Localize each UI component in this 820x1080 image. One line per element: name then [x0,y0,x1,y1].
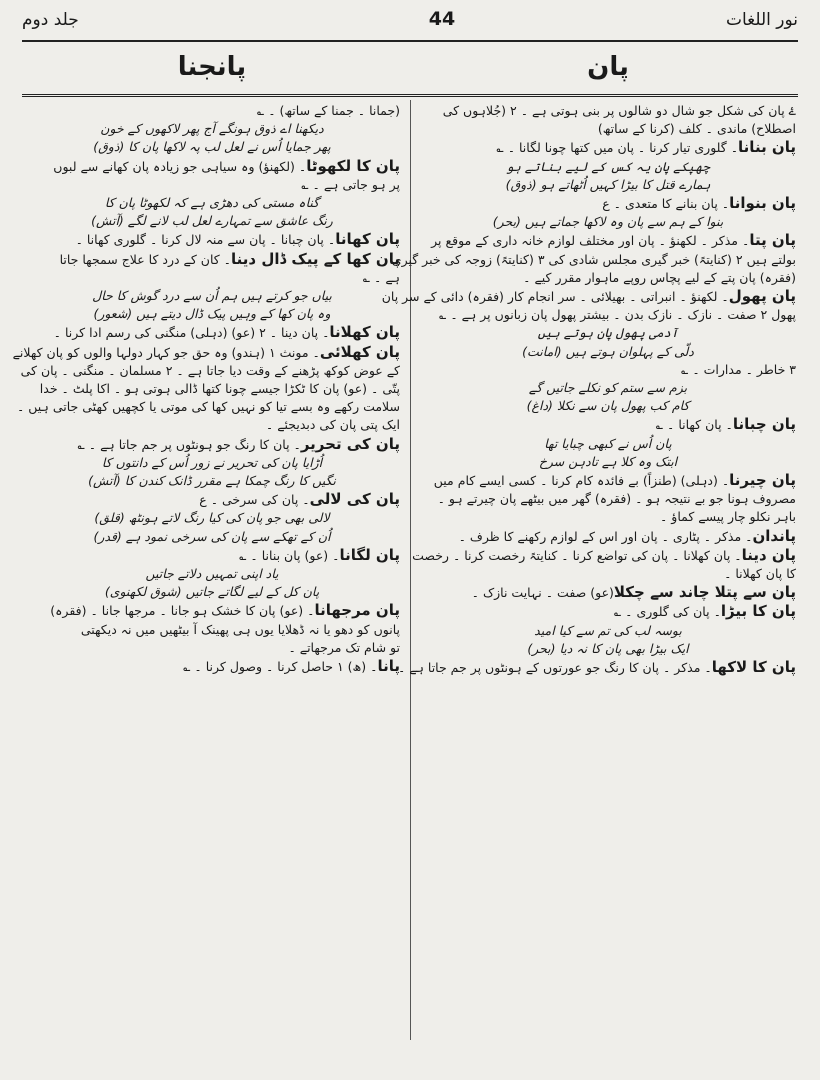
headword: پان کی تحریر [300,434,400,453]
definition-text: ۔ مذکر ۔ پٹاری ۔ پان اور اس کے لوازم رکھنے کا ظرف ۔ [458,528,753,544]
entry-line [420,138,796,157]
entry-line [24,230,400,249]
entry-line [420,194,796,213]
verse-line: چھپکے پان یہ کس کے لیے بناتے ہو [506,158,710,174]
definition-text: ۔ پان دینا ۔ ۲ (عو) (دہلی) منگنی کی رسم ادا کرنا ۔ [53,325,330,341]
headword: پان بنوانا [729,194,796,213]
continuation-line [24,639,400,657]
definition-text: بولتے ہیں ۲ (کنایتہً) خبر گیری مجلس شادی کی ۳ (کنایتہً) زوجہ کی خبر گیری [391,251,796,267]
definition-text: ۔ (عو) پان کا خشک ہو جانا ۔ مرجھا جانا ۔ (فقرہ) [50,603,315,619]
entry-line [12,342,400,362]
verse-line: نگیں کا رنگ چمکا ہے مقرر ڈانک کندن کا (آتش) [88,473,336,489]
verse-line: ابتک وہ کلا ہے تادہن سرخ [538,453,678,469]
definition-text: ۔ مذکر ۔ لکھنؤ ۔ پان اور مختلف لوازم خانہ داری کے موقع پر [431,233,750,249]
definition-text: ۔ پان چبانا ۔ پان سے منہ لال کرنا ۔ گلوری کھانا ۔ [75,232,336,248]
guide-words [22,48,798,92]
headword: پان کا لاکھا [711,658,796,677]
definition-text: اصطلاح) ماندی ۔ کلف (کرنا کے ساتھ) [597,121,796,137]
continuation-line [420,306,796,324]
definition-text: ۔ پان بنانے کا متعدی ۔ ع [602,196,730,212]
definition-text: پتّی ۔ (عو) پان کا ٹکڑا جیسے چونا کتھا ڈالی ہوتی ہو ۔ اکا پلٹ ۔ خدا [39,381,400,397]
headword: پان دینا [741,545,796,564]
verse-line: آدمی پھول پان ہوتے ہیں [537,325,679,341]
verse-line: پان اُس نے کبھی چبایا تھا [544,435,672,451]
definition-text: ۔ مذکر ۔ پان کا رنگ جو عورتوں کے ہونٹوں پر جم جاتا ہے ۔ [397,660,712,676]
headword: پان بنانا [738,138,796,157]
verse-line: بیاں جو کرتے ہیں ہم اُن سے درد گوش کا حال [92,288,332,304]
continuation-line [420,361,796,379]
headword: پان کا لکھوٹا [306,156,400,175]
entry-line [420,231,796,250]
definition-text: ۔ پان کھلانا ۔ پان کی تواضع کرنا ۔ کنایتہً رخصت کرنا ۔ رخصت [412,547,742,563]
entry-line [420,583,796,602]
continuation-line [391,251,796,269]
headword: پاندان [752,526,796,545]
definition-text: (جمانا ۔ جمنا کے ساتھ) ۔ ؎ [256,103,400,118]
verse-line: اُڑایا پان کی تحریر نے زور اُس کے دانتوں کا [101,454,323,470]
definition-text: ۔ پان کی گلوری ۔ ؎ [613,604,721,620]
definition-text: مصروف ہونا جو بے نتیجہ ہو ۔ (فقرہ) گھر میں بیٹھے پان چیرتے ہو ۔ [437,491,796,507]
verse-line: لالی بھی جو پان کی کیا رنگ لاتے ہونٹھ (قلق) [94,510,330,526]
entry-line [420,602,796,621]
headword: پان سے پتلا چاند سے چکلا [613,583,796,602]
continuation-line [24,176,400,194]
definition-text: پانوں کو دھو یا نہ ڈھلایا یوں ہی پھینک آ بیٹھیں میں نہ دیکھتی [80,621,400,637]
continuation-line [420,508,796,526]
definition-text: ۔ مونث ۱ (ہندو) وہ حق جو کہار دولہا والوں کو پان کھلانے [12,344,320,360]
headword: پان کھانا [335,230,400,249]
entry-line [412,545,796,565]
headword: پان مرجھانا [314,601,400,620]
entry-line [24,157,400,176]
definition-text: ۔ (دہلی) (طنزاً) بے فائدہ کام کرنا ۔ کسی ایسے کام میں [433,473,730,489]
guide-word-right: پان [587,52,629,82]
verse-line: ہمارے قتل کا بیڑا کہیں اُٹھاتے ہو (ذوق) [505,176,711,192]
verse-line: بوسہ لب کی تم سے کیا امید [534,622,682,638]
definition-text: ۔ لکھنؤ ۔ انبراتی ۔ بھیلائی ۔ سر انجام کار (فقرہ) دائی کے سر پان [381,289,729,305]
entry-line [397,658,796,677]
continuation-line [420,102,796,120]
definition-text: (فقرہ) پان پتے کے لیے پچاس روپے ماہوار مقرر کیے ۔ [523,269,796,285]
definition-text: ۔ پان کی سرخی ۔ ع [199,492,310,508]
right-column [381,102,796,1042]
entry-line [420,471,796,490]
guide-word-left: پانجنا [177,52,247,82]
verse-line: بنوا کے ہم سے پان وہ لاکھا جماتے ہیں (بحر) [492,214,724,230]
entry-line [24,490,400,509]
definition-text: پھول ۲ صفت ۔ نازک ۔ نازک بدن ۔ بیشتر پھول پان زبانوں پر ہے ۔ ؎ [439,307,796,323]
headword: پان چبانا [732,415,796,434]
continuation-line [20,362,400,380]
verse-line: دلّی کے پہلوان ہوتے ہیں (امانت) [522,343,694,359]
continuation-line [420,565,796,583]
definition-text: کا پان کھلانا ۔ [724,566,796,582]
entry-line [24,250,400,269]
entry-line [24,323,400,342]
continuation-line [420,269,796,287]
verse-line: یاد اپنی تمہیں دلاتے جاتیں [145,566,279,582]
headword: پان پتا [749,231,796,250]
definition-text: ۳ خاطر ۔ مدارات ۔ ؎ [681,361,796,377]
continuation-line [16,398,400,416]
verse-line: اُن کے تھکے سے پان کی سرخی نمود ہے (قدر) [93,528,331,544]
verse-line: پھر جمایا اُس نے لعل لب پہ لاکھا پان کا (ذوق) [93,139,331,155]
definition-text: ۔ (لکھنؤ) وہ سیاہی جو زیادہ پان کھانے سے لبوں [53,158,307,174]
entry-line [420,527,796,546]
definition-text: ۔ پان کھانا ۔ ؎ [655,417,733,433]
headword: پانا [377,657,400,676]
left-column [12,102,400,1042]
entry-line [381,287,796,306]
headword: پان کھلائی [319,342,400,361]
volume-label: جلد دوم [22,10,79,30]
definition-text: ۔ پان کا رنگ جو ہونٹوں پر جم جاتا ہے ۔ ؎ [77,436,301,452]
entry-line [420,415,796,434]
definition-text: ہے ۔ ؎ [362,269,400,285]
entry-line [24,435,400,454]
continuation-line [420,120,796,138]
headword: پان پھول [728,287,796,306]
definition-text: ۔ گلوری تیار کرنا ۔ پان میں کتھا چونا لگانا ۔ ؎ [496,140,739,156]
verse-line: گناہ مستی کی دھڑی ہے کہ لکھوٹا پان کا [104,195,320,211]
definition-text: (عو) صفت ۔ نہایت نازک ۔ [471,585,614,601]
definition-text: کے عوض کوکھ پڑھنے کے وقت دیا جاتا ہے ۔ ۲ مسلمان ۔ منگنی ۔ پان کی [20,362,400,378]
definition-text: پر ہو جاتی ہے ۔ ؎ [301,176,400,192]
continuation-line [24,102,400,120]
verse-line: پان کل کے لیے لگاتے جاتیں (شوق لکھنوی) [104,584,320,600]
continuation-line [24,416,400,434]
definition-text: ۓ پان کی شکل جو شال دو شالوں پر بنی ہوتی ہے ۔ ۲ (جُلاہوں کی [442,103,796,118]
book-title: نور اللغات [725,10,798,30]
verse-line: رنگ عاشق سے تمہارے لعل لب لانے لگے (آتش) [91,213,333,229]
entry-line [24,601,400,620]
guide-rule [22,94,798,97]
verse-line: دیکھنا اے ذوق ہونگے آج پھر لاکھوں کے خون [100,121,324,137]
headword: پان کھلانا [329,323,400,342]
continuation-line [24,621,400,639]
headword: پان کا بیڑا [720,602,796,621]
column-divider [410,100,411,1040]
definition-text: ایک پتی پان کی دبدیجئے ۔ [265,417,400,433]
verse-line: کام کب پھول پان سے نکلا (داغ) [526,398,690,414]
verse-line: بزم سے ستم کو نکلے جاتیں گے [528,380,688,396]
headword: پان کی لالی [309,490,400,509]
definition-text: ۔ کان کے درد کا علاج سمجھا جاتا [59,251,232,267]
headword: پان کھا کے پیک ڈال دینا [231,249,400,268]
continuation-line [24,380,400,398]
entry-line [24,546,400,565]
definition-text: ۔ (عو) پان بنانا ۔ ؎ [239,547,340,563]
running-head [22,8,798,36]
definition-text: ۔ (ھ) ۱ حاصل کرنا ۔ وصول کرنا ۔ ؎ [183,659,378,675]
headword: پان چیرنا [729,471,796,490]
header-rule [22,40,798,42]
page-number: 44 [428,8,456,30]
verse-line: وہ پان کھا کے وہیں پیک ڈال دیتے ہیں (شعور) [93,306,331,322]
continuation-line [24,269,400,287]
headword: پان لگانا [339,545,400,564]
entry-line [24,657,400,676]
continuation-line [420,490,796,508]
definition-text: تو شام تک مرجھاتے ۔ [288,639,400,655]
definition-text: باہر نکلو چار پیسے کماؤ ۔ [660,509,796,525]
definition-text: سلامت رکھے وہ بسے تیا کو نہیں کھا کی موتی یا کچھیں کھٹی جاتی ہیں ۔ [16,399,400,415]
verse-line: ایک بیڑا بھی پان کا نہ دیا (بحر) [527,640,689,656]
